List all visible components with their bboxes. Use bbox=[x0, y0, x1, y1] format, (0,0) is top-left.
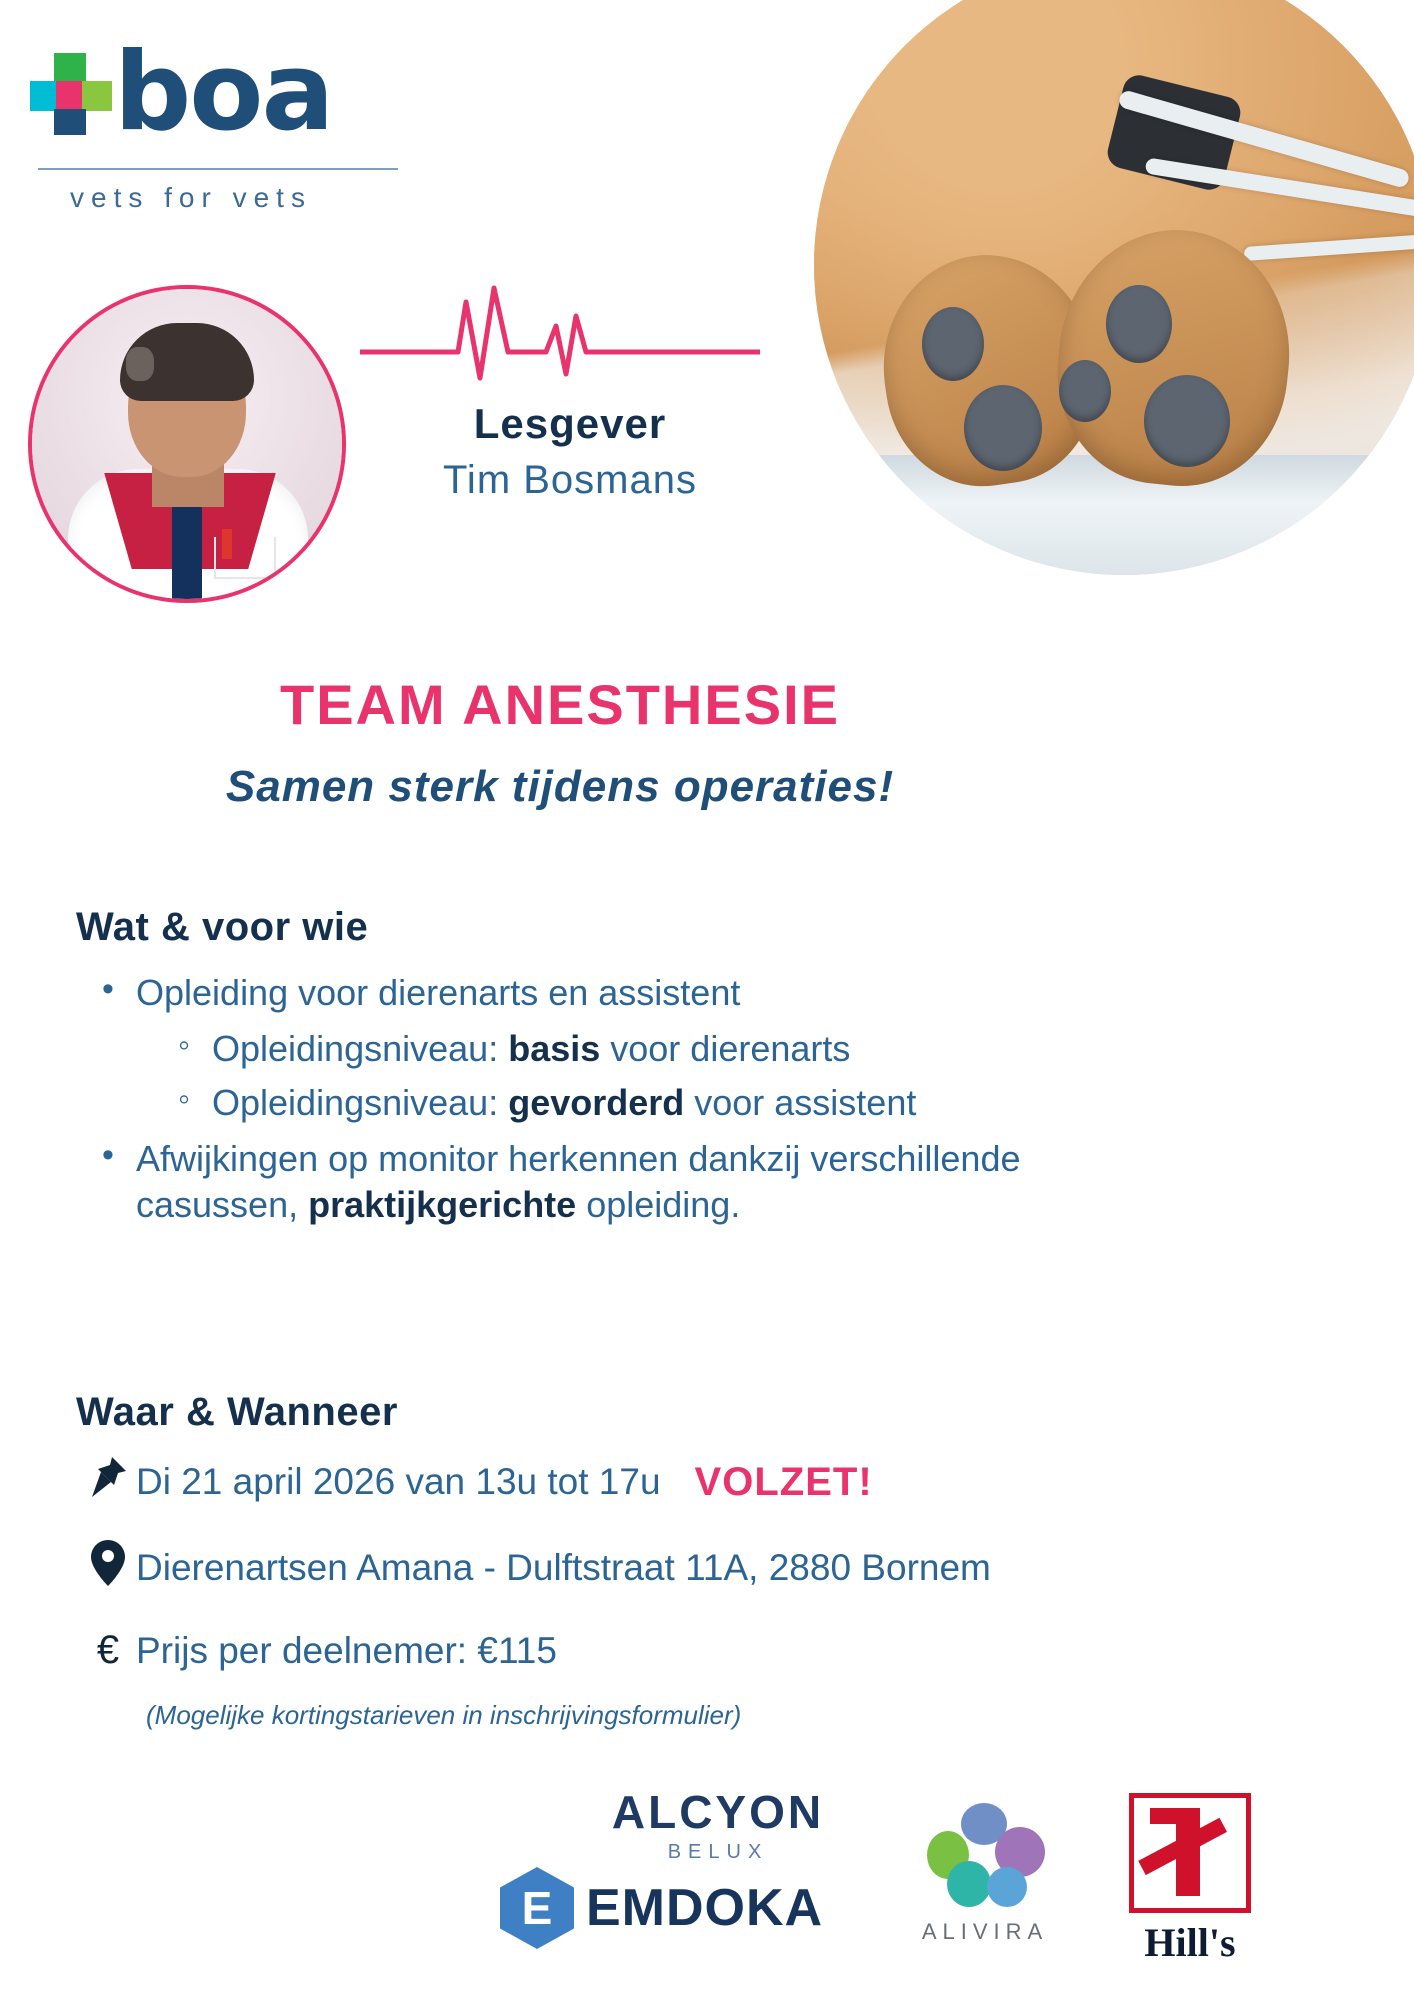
alivira-blob-icon bbox=[925, 1803, 1045, 1911]
list-item bbox=[212, 1022, 1136, 1076]
hills-mark-icon bbox=[1129, 1793, 1251, 1913]
sub-bullet-pre: Opleidingsniveau: bbox=[212, 1082, 509, 1124]
list-item bbox=[136, 970, 1136, 1130]
logo-row bbox=[30, 28, 410, 158]
emdoka-wordmark: EMDOKA bbox=[586, 1879, 824, 1937]
logo-divider bbox=[38, 168, 398, 170]
emdoka-logo bbox=[500, 1867, 823, 1949]
what-bullet-list bbox=[96, 970, 1136, 1234]
event-price-text: Prijs per deelnemer: €115 bbox=[136, 1629, 557, 1671]
sub-bullet-pre: Opleidingsniveau: bbox=[212, 1028, 509, 1070]
event-date-text: Di 21 april 2026 van 13u tot 17u bbox=[136, 1461, 661, 1502]
bullet-pre: Afwijkingen op monitor herkennen dankzij verschillende casussen, bbox=[136, 1138, 1021, 1226]
hills-logo bbox=[1100, 1793, 1280, 1966]
speaker-portrait bbox=[28, 285, 346, 603]
event-location-line bbox=[80, 1540, 991, 1596]
event-date-line bbox=[80, 1455, 873, 1509]
bullet-post: opleiding. bbox=[576, 1184, 741, 1226]
alivira-logo bbox=[900, 1803, 1070, 1945]
brand-wordmark: boa bbox=[114, 30, 333, 156]
list-item bbox=[136, 1136, 1136, 1228]
map-pin-icon bbox=[80, 1540, 136, 1596]
anesthetised-dog-paws-photo bbox=[814, 0, 1414, 575]
sub-bullet-post: voor assistent bbox=[684, 1082, 917, 1124]
speaker-role-label: Lesgever bbox=[473, 400, 667, 447]
page-title: TEAM ANESTHESIE bbox=[280, 673, 840, 736]
bullet-strong: praktijkgerichte bbox=[308, 1184, 577, 1226]
event-location-text: Dierenartsen Amana - Dulftstraat 11A, 2880 Bornem bbox=[136, 1547, 991, 1588]
ecg-heartbeat-icon bbox=[360, 282, 760, 392]
alcyon-logo bbox=[568, 1785, 868, 1864]
price-note: (Mogelijke kortingstarieven in inschrijvingsformulier) bbox=[146, 1700, 742, 1730]
euro-icon: € bbox=[96, 1628, 120, 1672]
section-heading-where: Waar & Wanneer bbox=[76, 1390, 398, 1434]
what-sub-list bbox=[136, 1022, 1136, 1130]
brand-logo bbox=[30, 28, 410, 214]
event-price-line bbox=[80, 1628, 557, 1673]
alcyon-subtitle: BELUX bbox=[667, 1841, 769, 1863]
alcyon-wordmark: ALCYON bbox=[611, 1786, 825, 1838]
sub-bullet-post: voor dierenarts bbox=[600, 1028, 851, 1070]
sub-bullet-strong: gevorderd bbox=[508, 1082, 685, 1124]
status-badge: VOLZET! bbox=[694, 1459, 873, 1504]
page-subtitle: Samen sterk tijdens operaties! bbox=[225, 762, 895, 811]
brand-tagline: vets for vets bbox=[70, 182, 312, 213]
sponsor-logos bbox=[500, 1775, 1400, 1980]
plus-cross-logo-icon bbox=[30, 53, 110, 133]
pushpin-icon bbox=[80, 1455, 136, 1509]
section-heading-what: Wat & voor wie bbox=[76, 905, 369, 949]
alivira-wordmark: ALIVIRA bbox=[921, 1919, 1049, 1944]
emdoka-hexagon-icon bbox=[500, 1867, 574, 1949]
sub-bullet-strong: basis bbox=[508, 1028, 601, 1070]
bullet-text: Opleiding voor dierenarts en assistent bbox=[136, 972, 741, 1013]
speaker-name: Tim Bosmans bbox=[442, 458, 697, 502]
hills-wordmark: Hill's bbox=[1144, 1920, 1236, 1965]
list-item bbox=[212, 1076, 1136, 1130]
